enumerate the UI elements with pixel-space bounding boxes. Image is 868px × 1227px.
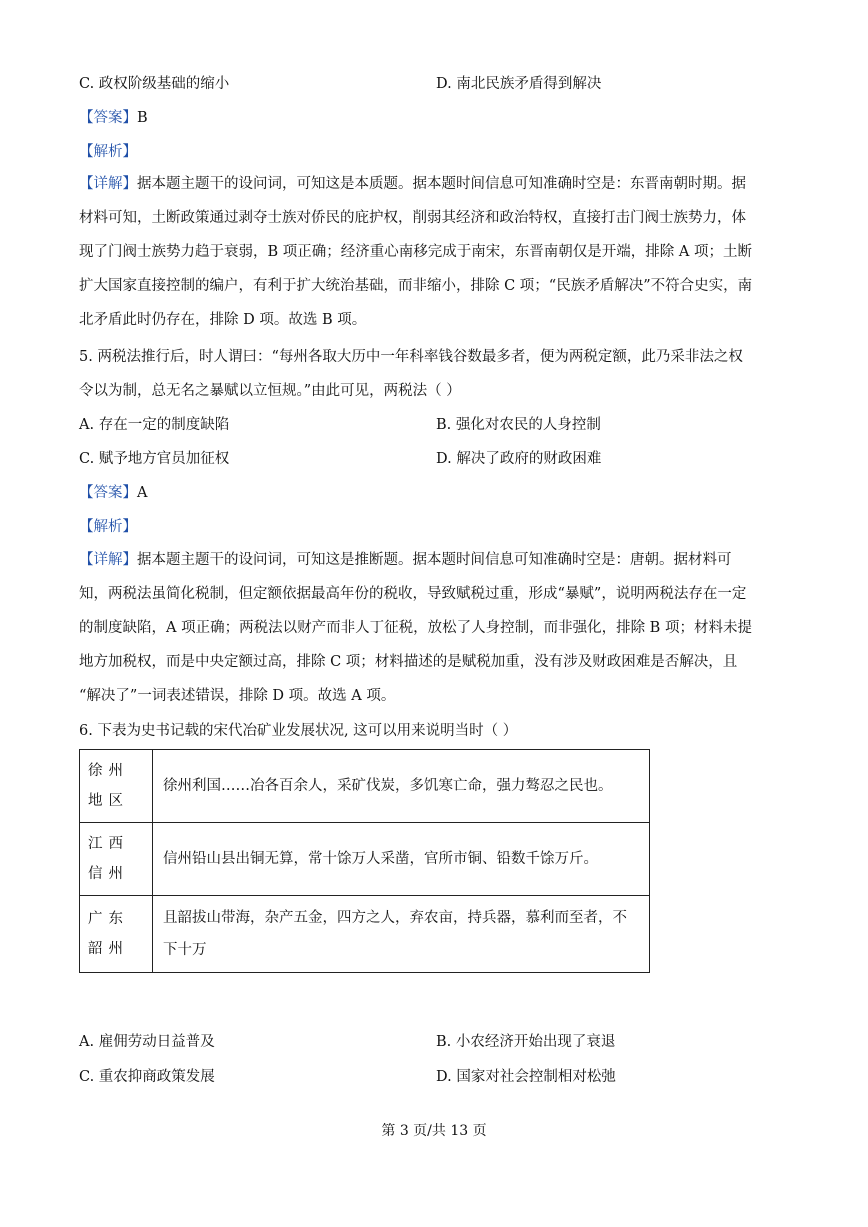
q5-detail-line: 知，两税法虽简化税制，但定额依据最高年份的税收，导致赋税过重，形成“暴赋”，说明两税法存在一定 <box>79 586 747 602</box>
table-cell-content: 徐州利国……冶各百余人，采矿伐炭，多饥寒亡命，强力骜忍之民也。 <box>153 750 650 823</box>
q4-answer <box>79 108 148 128</box>
q5-option-d: D. 解决了政府的财政困难 <box>436 451 602 467</box>
q4-option-d: D. 南北民族矛盾得到解决 <box>436 76 602 92</box>
q4-detail-line: 北矛盾此时仍存在，排除 D 项。故选 B 项。 <box>79 312 367 328</box>
table-cell-content: 且韶拔山带海，杂产五金，四方之人，弃农亩，持兵器，慕利而至者，不下十万 <box>153 896 650 973</box>
answer-value: A <box>137 485 148 501</box>
q4-detail-line: 材料可知，土断政策通过剥夺士族对侨民的庇护权，削弱其经济和政治特权，直接打击门阀士族势力，体 <box>79 210 746 226</box>
table-cell-region: 广东韶州 <box>80 896 153 973</box>
q6-stem: 6. 下表为史书记载的宋代冶矿业发展状况, 这可以用来说明当时（ ） <box>79 723 518 739</box>
table-row <box>80 896 650 973</box>
q4-detail <box>79 167 791 337</box>
q5-stem <box>79 340 791 408</box>
answer-value: B <box>137 110 148 126</box>
q6-option-c: C. 重农抑商政策发展 <box>79 1069 215 1085</box>
table-row <box>80 750 650 823</box>
q5-detail-line: 地方加税权，而是中央定额过高，排除 C 项；材料描述的是赋税加重，没有涉及财政困难是否解决，且 <box>79 654 738 670</box>
q5-stem-line: 5. 两税法推行后，时人谓曰：“每州各取大历中一年科率钱谷数最多者，便为两税定额，此乃采非法之权 <box>79 349 743 365</box>
answer-tag: 【答案】 <box>79 485 137 501</box>
q5-detail-line: 【详解】据本题主题干的设问词，可知这是推断题。据本题时间信息可知准确时空是：唐朝。据材料可 <box>79 552 732 568</box>
q5-analysis-tag <box>79 517 137 537</box>
detail-tag: 【详解】 <box>79 552 137 568</box>
q5-stem-line: 令以为制，总无名之暴赋以立恒规。”由此可见，两税法（ ） <box>79 383 461 399</box>
answer-tag: 【答案】 <box>79 110 137 126</box>
analysis-tag: 【解析】 <box>79 519 137 535</box>
q5-option-b: B. 强化对农民的人身控制 <box>436 417 601 433</box>
q6-option-a: A. 雇佣劳动日益普及 <box>79 1034 215 1050</box>
table-row <box>80 823 650 896</box>
page-footer: 第 3 页/共 13 页 <box>381 1123 487 1139</box>
q5-detail <box>79 543 791 713</box>
q6-option-b: B. 小农经济开始出现了衰退 <box>436 1034 616 1050</box>
q4-option-c: C. 政权阶级基础的缩小 <box>79 76 230 92</box>
q5-option-a: A. 存在一定的制度缺陷 <box>79 417 230 433</box>
q5-detail-line: “解决了”一词表述错误，排除 D 项。故选 A 项。 <box>79 688 396 704</box>
detail-tag: 【详解】 <box>79 176 137 192</box>
table-cell-content: 信州铅山县出铜无算，常十馀万人采凿，官所市铜、铅数千馀万斤。 <box>153 823 650 896</box>
q4-detail-line: 现了门阀士族势力趋于衰弱，B 项正确；经济重心南移完成于南宋，东晋南朝仅是开端，排除 A 项；土断 <box>79 244 752 260</box>
q5-detail-line: 的制度缺陷，A 项正确；两税法以财产而非人丁征税，放松了人身控制，而非强化，排除 B 项；材料未提 <box>79 620 752 636</box>
q4-analysis-tag <box>79 142 137 162</box>
analysis-tag: 【解析】 <box>79 144 137 160</box>
q5-option-c: C. 赋予地方官员加征权 <box>79 451 230 467</box>
q6-table <box>79 749 650 973</box>
table-cell-region: 徐州地区 <box>80 750 153 823</box>
table-cell-region: 江西信州 <box>80 823 153 896</box>
q4-detail-line: 【详解】据本题主题干的设问词，可知这是本质题。据本题时间信息可知准确时空是：东晋南朝时期。据 <box>79 176 746 192</box>
q4-detail-line: 扩大国家直接控制的编户，有利于扩大统治基础，而非缩小，排除 C 项；“民族矛盾解决”不符合史实，南 <box>79 278 753 294</box>
q5-answer <box>79 483 147 503</box>
q6-option-d: D. 国家对社会控制相对松弛 <box>436 1069 616 1085</box>
